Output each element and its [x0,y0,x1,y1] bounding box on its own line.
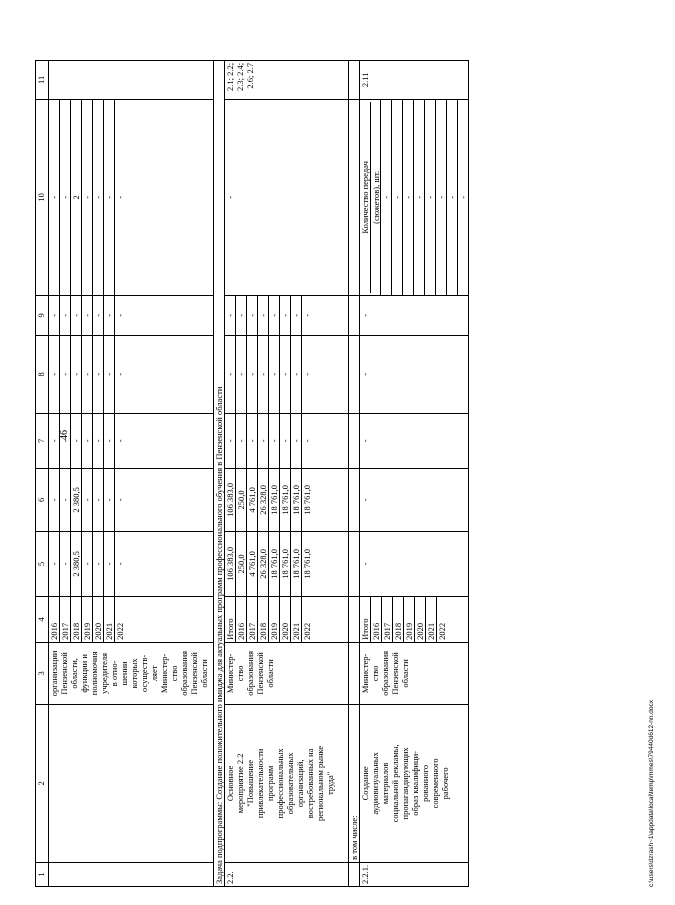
sub-row-value: - [425,100,436,295]
col-num-6: 6 [36,468,49,531]
sub-row-value: 2020 [93,597,104,642]
sub-row-value: - [280,296,291,335]
sub-row-value: 2017 [60,597,71,642]
sub-row-value: - [392,100,403,295]
sub-row-value: - [414,100,425,295]
sub-row-value: 26 328,0 [258,532,269,596]
text-line: аудиовизуальных [370,752,380,815]
text-line: учредителя [99,652,109,694]
sub-row-value: 2021 [291,597,302,642]
sub-row-value: 2016 [236,597,247,642]
text-line: 2.1; 2.2; [225,62,235,91]
text-line: ство [235,665,245,682]
cell-col5 [225,531,349,596]
sub-row-value: 2018 [71,597,82,642]
sub-row-value: - [49,414,60,468]
sub-row-value: - [115,372,125,376]
page-number: 46 [59,430,70,440]
sub-row-value: 106 383,0 [225,532,236,596]
text-line: современного [430,758,440,809]
sub-row-value: - [247,336,258,413]
col-num-1: 1 [36,862,49,886]
sub-row-value: - [280,336,291,413]
sub-row-value: - [71,336,82,413]
sub-row-value: - [269,414,280,468]
cell-col8 [225,335,349,413]
sub-row-value: 2017 [382,597,393,642]
cell-col9 [225,295,349,335]
sub-row-value: - [381,100,392,295]
sub-row-value: 18 761,0 [269,532,280,596]
sub-row-value: - [82,414,93,468]
cell-col9 [49,295,214,335]
sub-row-value: 26 328,0 [258,469,269,531]
col-num-10: 10 [36,99,49,295]
text-line: организаций, [295,759,305,808]
sub-row-value: - [82,296,93,335]
text-line: рабочего [440,767,450,800]
cell-col11 [49,60,214,99]
sub-row-value: - [291,296,302,335]
sub-row-value: - [82,469,93,531]
sub-row-value: 2022 [302,622,312,640]
cell-col10: - [225,99,349,295]
col-num-11: 11 [36,60,49,99]
including-text: в том числе: [349,704,360,862]
sub-row-value: - [104,100,115,295]
table-row [225,60,349,886]
sub-row-value: - [247,414,258,468]
sub-row-value: - [49,532,60,596]
cell-col11: 2.11 [360,60,469,99]
sub-row-value: 2022 [115,622,125,640]
sub-row-value: - [269,336,280,413]
text-line: мероприятие 2.2 [235,753,245,814]
text-line: Пензенской [59,652,69,695]
text-line: профессиональных [275,748,285,819]
sub-row-value: - [93,469,104,531]
sub-row-value: 2019 [404,597,415,642]
text-line: Основное [225,765,235,802]
sub-row-value: Итого [225,597,236,642]
sub-row-value: - [280,414,291,468]
cell-executor [225,642,349,704]
cell-col8 [49,335,214,413]
sub-row-value: - [302,372,312,376]
sub-row-value: - [115,313,125,317]
sub-row-value: 2019 [269,597,280,642]
text-line: Министер- [225,653,235,694]
col10-indicator-title [360,100,381,295]
text-line: рованного [420,764,430,802]
sub-row-value: - [71,296,82,335]
cell-col6 [225,468,349,531]
sub-row-value: 2016 [49,597,60,642]
sub-row-value: 250,0 [236,532,247,596]
sub-row-value: 18 761,0 [291,469,302,531]
sub-row-value: - [302,439,312,443]
text-line: Пензенской [189,652,199,695]
table-row [49,60,214,886]
text-line: Министер- [360,653,370,694]
cell-col7: - [360,413,469,468]
text-line: программ [265,765,275,802]
sub-row-value: - [49,336,60,413]
text-line: образования [380,650,390,696]
cell-col10 [360,99,469,295]
cell-years [49,596,214,642]
task-text: Задача подпрограммы: Создание положительного имиджа для актуальных программ профессионального обучения в Пензенской области [214,60,225,886]
sub-row-value: 2016 [371,597,382,642]
sub-row-value: - [291,336,302,413]
sub-row-value: - [82,532,93,596]
text-line: пропагандирующих [400,747,410,820]
col-num-8: 8 [36,335,49,413]
text-line: ство [169,665,179,682]
text-line: полномочия [89,651,99,696]
sub-row-value: - [49,100,60,295]
sub-row-value: - [258,414,269,468]
sub-row-value: - [225,336,236,413]
cell-years [360,596,469,642]
sub-row-value: - [60,100,71,295]
sub-row-value: 2018 [258,597,269,642]
text-line: 2.3; 2.4; [235,62,245,91]
col-num-5: 5 [36,531,49,596]
cell-col9: - [360,295,469,335]
sub-row-value: 2022 [437,622,447,640]
sub-row-value: - [49,296,60,335]
sub-row-value: - [458,195,468,199]
cell-col6: - [360,468,469,531]
cell-col7 [49,413,214,468]
sub-row-value: - [115,562,125,566]
rotated-page [35,27,675,887]
sub-row-value: - [104,469,115,531]
text-line: Министер- [159,653,169,694]
col-num-2: 2 [36,704,49,862]
sub-row-value: - [225,414,236,468]
col-num-4: 4 [36,596,49,642]
sub-row-value: 18 761,0 [280,469,291,531]
sub-row-value: 18 761,0 [302,549,312,579]
sub-row-value: - [93,532,104,596]
text-line: образования [179,650,189,696]
sub-row-value: - [82,336,93,413]
sub-row-value: 4 761,0 [247,469,258,531]
sub-row-value: - [302,313,312,317]
sub-row-value: 2019 [82,597,93,642]
text-line: области [199,659,209,688]
text-line: в отно- [109,660,119,687]
sub-row-value: - [236,414,247,468]
sub-row-value: - [60,296,71,335]
sub-row-value: - [115,498,125,502]
text-line: Пензенской [390,652,400,695]
sub-row-value: 18 761,0 [280,532,291,596]
text-line: шении [119,661,129,686]
text-line: Количество передач [360,102,371,293]
text-line: Создание [360,766,370,801]
sub-row-value: 18 761,0 [269,469,280,531]
text-line: организации [49,650,59,697]
sub-row-value: - [291,414,302,468]
cell-num [49,862,214,886]
cell-col7 [225,413,349,468]
cell-years [225,596,349,642]
cell-name [360,704,469,862]
sub-row-value: - [447,100,458,295]
sub-row-value: 2021 [426,597,437,642]
sub-row-value: - [71,414,82,468]
cell-col6 [49,468,214,531]
text-line: региональном рынке [315,745,325,821]
sub-row-value: - [93,100,104,295]
text-line: (сюжетов), шт. [371,170,381,224]
sub-row-value: - [258,296,269,335]
cell-num: 2.2.1. [360,862,469,886]
text-line: осуществ- [139,654,149,692]
sub-row-value: - [93,414,104,468]
sub-row-value: - [60,469,71,531]
sub-row-value: 2021 [104,597,115,642]
text-line: материалов [380,762,390,805]
sub-row-value: Итого [360,597,371,642]
cell-col5: - [360,531,469,596]
sub-row-value: 4 761,0 [247,532,258,596]
table-row [360,60,469,886]
col-num-3: 3 [36,642,49,704]
cell-col10 [49,99,214,295]
text-line: привлекательности [255,748,265,819]
cell-col8: - [360,335,469,413]
text-line: ляет [149,665,159,682]
sub-row-value: - [236,336,247,413]
cell-num: 2.2. [225,862,349,886]
sub-row-value: - [258,336,269,413]
text-line: "Повышение [245,759,255,807]
text-line: образования [245,650,255,696]
sub-row-value: 250,0 [236,469,247,531]
text-line: области, [69,658,79,689]
sub-row-value: - [104,414,115,468]
text-line: области [400,659,410,688]
sub-row-value: 2 380,5 [71,532,82,596]
sub-row-value: - [403,100,414,295]
sub-row-value: - [60,336,71,413]
sub-row-value: 2020 [280,597,291,642]
cell-col11 [225,60,349,99]
sub-row-value: - [115,195,125,199]
sub-row-value: - [236,296,247,335]
cell-col5 [49,531,214,596]
sub-row-value: - [269,296,280,335]
sub-row-value: 2018 [393,597,404,642]
sub-row-value: - [104,296,115,335]
text-line: ство [370,665,380,682]
text-line: Пензенской [255,652,265,695]
sub-row-value: - [82,100,93,295]
text-line: образ квалифици- [410,751,420,816]
col10-values [381,100,468,295]
sub-row-value: - [247,296,258,335]
program-table [35,60,469,887]
sub-row-value: 18 761,0 [291,532,302,596]
sub-row-value: - [93,336,104,413]
sub-row-value: 106 383,0 [225,469,236,531]
text-line: социальной рекламы, [390,744,400,823]
text-line: востребованных на [305,748,315,819]
sub-row-value: - [93,296,104,335]
including-row [349,60,360,886]
col-num-7: 7 [36,413,49,468]
cell-executor [49,642,214,704]
cell-executor [360,642,469,704]
col-num-9: 9 [36,295,49,335]
sub-row-value: - [436,100,447,295]
text-line: труда" [325,771,335,795]
text-line: функции и [79,654,89,693]
sub-row-value: - [60,414,71,468]
sub-row-value: 2 [71,100,82,295]
sub-row-value: - [225,296,236,335]
footer-path: c:\users\dzrash~1\appdata\local\temp\mmes\79440d612-nn.docx [648,700,655,887]
sub-row-value: - [60,532,71,596]
column-number-row [36,60,49,886]
cell-name [225,704,349,862]
sub-row-value: - [104,532,115,596]
text-line: которых [129,658,139,689]
sub-row-value: 2017 [247,597,258,642]
sub-row-value: 2020 [415,597,426,642]
cell-name [49,704,214,862]
sub-row-value: 2 380,5 [71,469,82,531]
text-line: 2.6; 2.7 [245,62,255,89]
sub-row-value: 18 761,0 [302,485,312,515]
text-line: образовательных [285,752,295,815]
sub-row-value: - [104,336,115,413]
sub-row-value: - [115,439,125,443]
task-row [214,60,225,886]
sub-row-value: - [49,469,60,531]
text-line: области [265,659,275,688]
